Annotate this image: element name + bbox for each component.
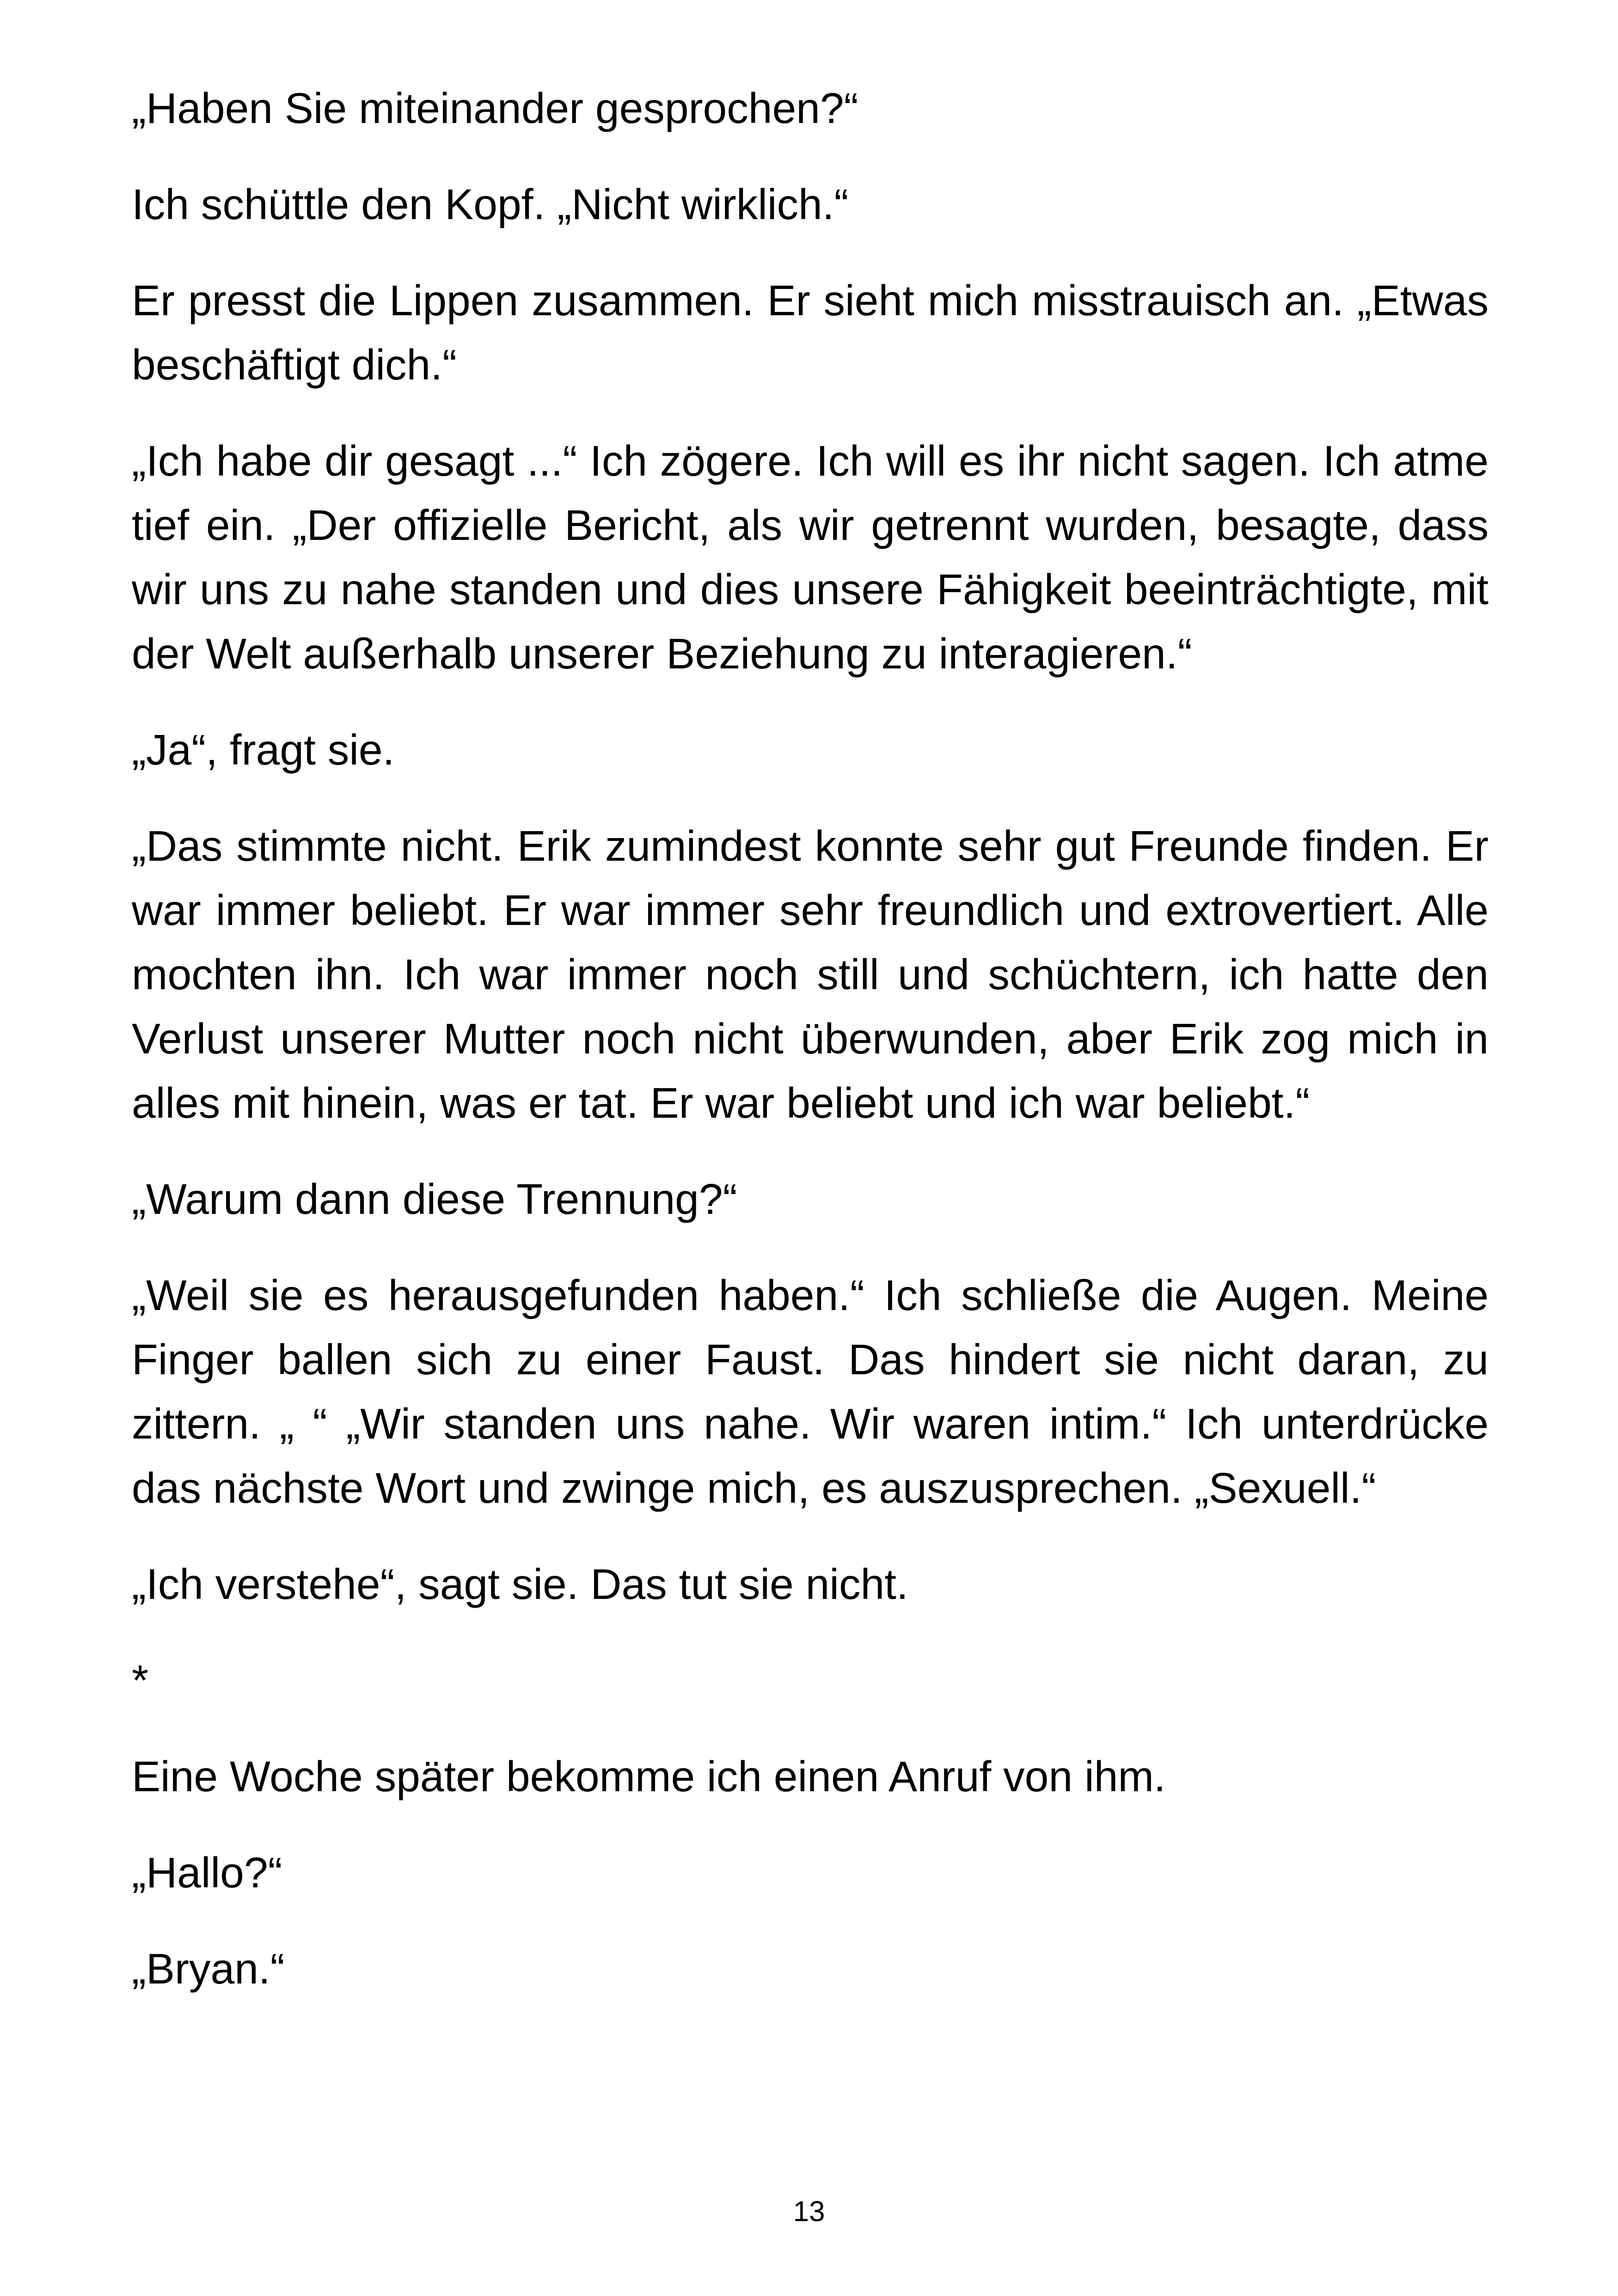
- paragraph: „Warum dann diese Trennung?“: [132, 1175, 737, 1223]
- paragraph: „Ich habe dir gesagt ...“ Ich zögere. Ich will es ihr nicht sagen. Ich atme tief ein. „Der offizielle Bericht, als wir getrennt wurden, besagte, dass wir uns zu nahe standen und dies unsere Fähigkeit beeinträchtigte, mit der Welt außerhalb unserer Beziehung zu interagieren.“: [132, 437, 1489, 678]
- paragraph: „Ja“, fragt sie.: [132, 726, 395, 774]
- paragraph: Ich schüttle den Kopf. „Nicht wirklich.“: [132, 180, 849, 228]
- paragraph: „Das stimmte nicht. Erik zumindest konnte sehr gut Freunde finden. Er war immer beliebt. Er war immer sehr freundlich und extrovertiert. Alle mochten ihn. Ich war immer noch still und schüchtern, ich hatte den Verlust unserer Mutter noch nicht überwunden, aber Erik zog mich in alles mit hinein, was er tat. Er war beliebt und ich war beliebt.“: [132, 822, 1489, 1127]
- paragraph: „Haben Sie miteinander gesprochen?“: [132, 84, 858, 132]
- text-body: [132, 76, 1489, 2033]
- page-number: 13: [793, 2196, 825, 2228]
- paragraph: Eine Woche später bekomme ich einen Anruf von ihm.: [132, 1752, 1166, 1800]
- paragraph: „Weil sie es herausgefunden haben.“ Ich schließe die Augen. Meine Finger ballen sich zu einer Faust. Das hindert sie nicht daran, zu zittern. „ “ „Wir standen uns nahe. Wir waren intim.“ Ich unterdrücke das nächste Wort und zwinge mich, es auszusprechen. „Sexuell.“: [132, 1271, 1489, 1512]
- paragraph: „Ich verstehe“, sagt sie. Das tut sie nicht.: [132, 1560, 908, 1608]
- section-break: *: [132, 1656, 149, 1704]
- paragraph: Er presst die Lippen zusammen. Er sieht mich misstrauisch an. „Etwas beschäftigt dich.“: [132, 276, 1489, 389]
- paragraph: „Hallo?“: [132, 1849, 282, 1897]
- paragraph: „Bryan.“: [132, 1945, 285, 1993]
